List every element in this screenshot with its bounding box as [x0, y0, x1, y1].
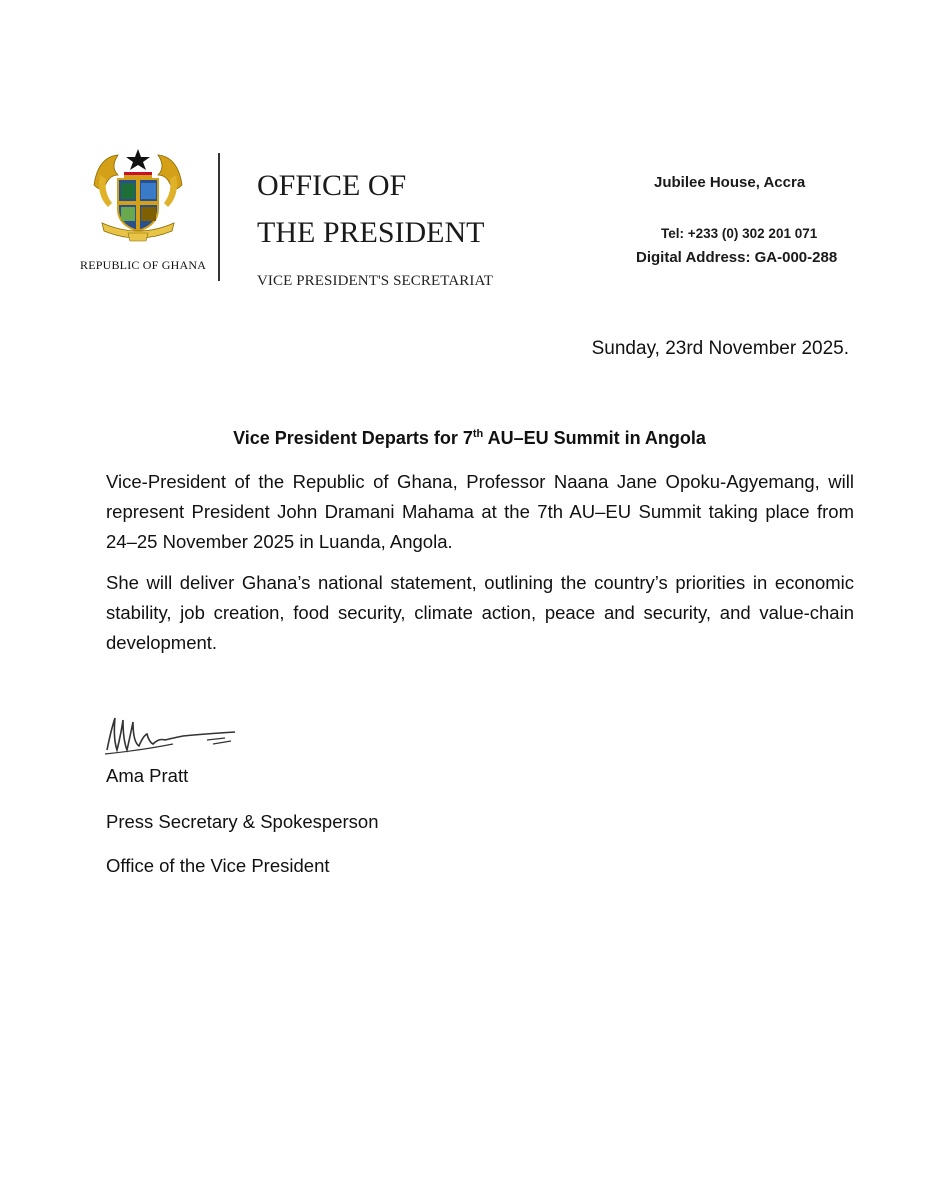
header-divider [218, 153, 220, 281]
body-paragraph-2: She will deliver Ghana’s national statement, outlining the country’s priorities in economic stability, job creation, food security, climate action, peace and security, and value-chain development. [106, 572, 854, 653]
country-label: REPUBLIC OF GHANA [80, 258, 207, 272]
office-title-line1: OFFICE OF [257, 169, 407, 202]
coat-of-arms-icon [88, 145, 188, 245]
address: Jubilee House, Accra [654, 174, 806, 191]
telephone: Tel: +233 (0) 302 201 071 [661, 226, 818, 241]
signature-icon [103, 710, 243, 760]
body-paragraph-1: Vice-President of the Republic of Ghana, Professor Naana Jane Opoku-Agyemang, will represent President John Dramani Mahama at the 7th AU–EU Summit taking place from 24–25 November 2025 in Luanda, Angola. [106, 471, 854, 552]
office-title-line2: THE PRESIDENT [257, 216, 485, 249]
headline-text-end: AU–EU Summit in Angola [483, 428, 706, 448]
signatory-office: Office of the Vice President [106, 855, 330, 876]
headline-sup: th [472, 428, 484, 440]
digital-address: Digital Address: GA-000-288 [636, 249, 838, 266]
document-date: Sunday, 23rd November 2025. [591, 338, 849, 359]
signatory-title: Press Secretary & Spokesperson [106, 811, 379, 832]
signatory-name: Ama Pratt [106, 765, 189, 786]
office-title [257, 162, 485, 256]
secretariat-label: VICE PRESIDENT'S SECRETARIAT [257, 273, 493, 289]
headline-text: Vice President Departs for 7 [233, 428, 473, 448]
headline [0, 428, 939, 449]
